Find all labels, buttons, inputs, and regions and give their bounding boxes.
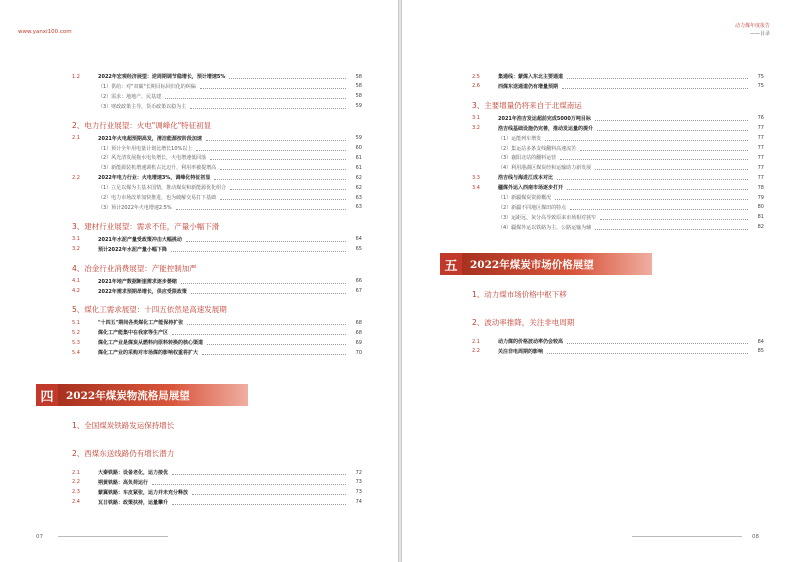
entry-number: 5.1: [72, 319, 80, 326]
dot-leader: [230, 189, 346, 190]
running-header: [735, 22, 770, 38]
toc-entry: [72, 82, 362, 91]
section-heading: 4、冶金行业消费展望：产能控制加严: [72, 263, 197, 273]
dot-leader: [200, 88, 346, 89]
entry-title: （2）集运站多条支线翻料高速流苦: [498, 145, 577, 152]
entry-number: 3.2: [72, 246, 80, 253]
entry-title: 关注非电周期的影响: [498, 348, 544, 355]
toc-entry: [472, 82, 764, 91]
entry-page: 75: [757, 73, 764, 80]
entry-page: 63: [355, 194, 362, 201]
dot-leader: [600, 219, 748, 220]
entry-title: 2022年宏观经济展望：逆周期调节稳增长，预计增速5%: [98, 74, 226, 80]
part-badge: 五: [440, 253, 462, 275]
toc-entry: [72, 287, 362, 296]
entry-page: 58: [355, 83, 362, 90]
toc-entry: [472, 144, 764, 153]
page-number-right: 08: [752, 534, 759, 540]
entry-page: 79: [757, 194, 764, 201]
dot-leader: [202, 354, 346, 355]
section-heading: 5、煤化工需求展望：十四五依然是高速发展期: [72, 305, 227, 315]
dot-leader: [545, 140, 748, 141]
dot-leader: [190, 108, 346, 109]
toc-entry: [472, 163, 764, 172]
entry-number: 1.2: [72, 73, 80, 80]
toc-entry: [472, 193, 764, 202]
toc-entry: [472, 203, 764, 212]
section-label: ——目录: [749, 31, 770, 37]
entry-title: 2021年火电超预期高发，清洁能源按阶段加速: [98, 135, 202, 142]
dot-leader: [580, 150, 748, 151]
part-title: 2022年煤炭市场价格展望: [462, 253, 652, 275]
entry-title: 瓦日铁路：政策扶持，运量攀升: [98, 499, 169, 506]
entry-page: 85: [757, 348, 764, 355]
toc-entry: [472, 72, 764, 81]
dot-leader: [152, 484, 346, 485]
toc-entry: [472, 337, 764, 346]
entry-page: 59: [355, 135, 362, 142]
page-number-left: 07: [36, 534, 43, 540]
toc-entry: [72, 328, 362, 337]
entry-number: 4.2: [72, 288, 80, 294]
section-heading: 2、波动率推降，关注非电周期: [472, 318, 575, 327]
dot-leader: [172, 334, 346, 335]
section-heading: 3、主要增量仍将来自于北煤南运: [472, 100, 582, 110]
entry-page: 59: [355, 103, 362, 110]
entry-title: 2022年电力行业：火电增速3%，调峰化特征初显: [98, 175, 211, 182]
toc-entry: [72, 173, 362, 182]
book-spine: [398, 0, 402, 562]
toc-entry: [472, 223, 764, 232]
entry-page: 77: [757, 174, 764, 181]
dot-leader: [207, 344, 346, 345]
toc-entry: [72, 153, 362, 162]
entry-title: （2）风光清发展拖水电负增长，火电增速低回落: [98, 155, 207, 162]
dot-leader: [196, 150, 346, 151]
entry-page: 62: [355, 184, 362, 191]
dot-leader: [595, 169, 748, 170]
entry-title: 2022年需求预期昂增长，供应受限政策: [98, 288, 187, 295]
entry-page: 74: [355, 499, 362, 506]
entry-number: 3.1: [72, 236, 80, 243]
entry-page: 58: [355, 73, 362, 80]
entry-page: 77: [757, 145, 764, 151]
entry-title: （2）需求：地地产、民基建: [98, 93, 162, 100]
dot-leader: [567, 189, 748, 190]
toc-entry: [72, 102, 362, 111]
dot-leader: [562, 88, 748, 89]
entry-page: 65: [355, 246, 362, 253]
toc-entry: [72, 245, 362, 254]
section-heading: 1、动力煤市场价格中枢下移: [472, 290, 567, 299]
part-banner: [440, 253, 652, 275]
site-url: www.yanxi100.com: [18, 29, 72, 35]
entry-number: 2.4: [72, 499, 80, 506]
entry-page: 77: [757, 164, 764, 171]
part-title: 2022年煤炭物流格局展望: [58, 384, 248, 406]
toc-entry: [72, 277, 362, 286]
entry-page: 69: [355, 339, 362, 346]
toc-entry: [472, 347, 764, 356]
entry-page: 60: [355, 145, 362, 151]
entry-number: 3.2: [472, 125, 480, 132]
section-heading: 3、建材行业展望：需求不佳，产量小幅下滑: [72, 221, 220, 231]
entry-title: 大秦铁路：设备老化，运力接优: [98, 470, 169, 476]
toc-entry: [72, 163, 362, 172]
entry-number: 3.1: [472, 115, 480, 122]
entry-page: 80: [757, 204, 764, 211]
entry-title: 煤化工产业是煤炭从燃料向原料转换的核心渠道: [98, 340, 204, 347]
entry-title: （3）预计2022年火电增速2.5%: [98, 204, 172, 211]
entry-number: 2.1: [472, 338, 480, 345]
entry-title: （3）襄阳北站的翻料运营: [498, 155, 557, 162]
toc-entry: [72, 498, 362, 507]
entry-page: 73: [355, 489, 362, 496]
dot-leader: [171, 251, 346, 252]
dot-leader: [214, 179, 346, 180]
entry-number: 3.3: [472, 174, 480, 181]
dot-leader: [220, 169, 346, 170]
entry-title: 动力煤的价格波动率仍会较高: [498, 339, 564, 345]
entry-title: （1）新疆煤炭资源概况: [498, 195, 552, 201]
section-heading: 1、全国煤炭铁路发运保持增长: [72, 421, 175, 430]
entry-number: 5.3: [72, 339, 80, 346]
entry-page: 78: [757, 184, 764, 191]
toc-entry: [472, 183, 764, 192]
entry-title: 浩吉线与海进江成本对比: [498, 175, 554, 182]
entry-page: 77: [757, 154, 764, 161]
entry-page: 67: [355, 288, 362, 294]
entry-title: 2021年浩吉发运超前完成5000万吨目标: [498, 115, 591, 122]
entry-title: 煤化工产业的采购对市场煤的影响权重将扩大: [98, 350, 199, 357]
dot-leader: [220, 199, 346, 200]
dot-leader: [172, 474, 346, 475]
entry-title: （1）预计全年用电量计划比增长10%以上: [98, 145, 193, 152]
footer-rule: [58, 536, 168, 537]
entry-number: 2.1: [72, 469, 80, 476]
dot-leader: [206, 140, 346, 141]
entry-page: 68: [355, 329, 362, 336]
entry-number: 2.6: [472, 83, 480, 90]
entry-page: 62: [355, 174, 362, 181]
entry-title: 2021年水泥产量受政策冲击大幅挑动: [98, 236, 182, 243]
entry-page: 73: [355, 479, 362, 486]
entry-page: 84: [757, 338, 764, 345]
entry-number: 2.1: [72, 135, 80, 142]
entry-title: （1）供给：对"双碳"长期目标回归化的纠偏: [98, 83, 196, 90]
entry-title: "十四五"期间各类煤化工产能保持扩张: [98, 320, 184, 327]
dot-leader: [597, 130, 748, 131]
toc-entry: [72, 348, 362, 357]
entry-title: （2）电力市场改革加快推进，也为破解交易打下基础: [98, 195, 217, 201]
entry-page: 61: [355, 164, 362, 171]
entry-title: （2）新疆不同地区煤田的特点: [498, 204, 567, 211]
part-badge: 四: [36, 384, 58, 406]
dot-leader: [570, 209, 748, 210]
dot-leader: [595, 229, 748, 230]
toc-entry: [472, 114, 764, 123]
toc-entry: [472, 173, 764, 182]
entry-title: （1）立足以煤为主基本国情，推动煤炭和新能源优化组合: [98, 185, 227, 192]
entry-page: 58: [355, 93, 362, 100]
dot-leader: [172, 504, 346, 505]
dot-leader: [176, 209, 346, 210]
entry-number: 4.1: [72, 278, 80, 285]
entry-title: 西煤东送通道仍有增量预期: [498, 83, 559, 90]
entry-title: （3）新能源装机增速调机占比迈升，利用率被提增高: [98, 165, 217, 172]
dot-leader: [555, 199, 748, 200]
entry-title: （3）财政政策主导，货币政策以稳为主: [98, 103, 187, 110]
dot-leader: [165, 98, 346, 99]
entry-title: 浩吉线基础设施仍完善，推动发运量的提升: [498, 125, 594, 132]
entry-page: 63: [355, 204, 362, 211]
dot-leader: [567, 78, 748, 79]
entry-page: 72: [355, 469, 362, 476]
dot-leader: [595, 120, 748, 121]
dot-leader: [191, 293, 346, 294]
toc-entry: [72, 478, 362, 487]
entry-title: 煤化工产能集中在我家等生产区: [98, 330, 169, 337]
entry-title: （1）运能列车增发: [498, 135, 542, 142]
dot-leader: [186, 241, 346, 242]
dot-leader: [192, 494, 346, 495]
entry-page: 77: [757, 135, 764, 142]
entry-page: 64: [355, 236, 362, 243]
toc-entry: [72, 72, 362, 81]
dot-leader: [187, 324, 346, 325]
toc-entry: [72, 235, 362, 244]
entry-page: 66: [355, 278, 362, 285]
toc-entry: [72, 134, 362, 143]
entry-number: 3.4: [472, 184, 480, 191]
toc-entry: [72, 318, 362, 327]
dot-leader: [547, 353, 748, 354]
dot-leader: [229, 78, 346, 79]
dot-leader: [557, 179, 748, 180]
entry-number: 2.5: [472, 73, 480, 80]
toc-entry: [72, 468, 362, 477]
toc-entry: [72, 338, 362, 347]
entry-title: 集通线：蒙煤入东北主要通道: [498, 74, 564, 80]
entry-title: （4）疆煤外运以铁路为主，公路运输为辅: [498, 224, 592, 231]
entry-number: 2.2: [72, 479, 80, 486]
toc-entry: [472, 134, 764, 143]
entry-title: （4）利用港湖区煤炭经和运输助力新发展: [498, 165, 592, 172]
dot-leader: [181, 283, 346, 284]
entry-number: 2.2: [472, 348, 480, 355]
report-title: 动力煤年度报告: [734, 23, 770, 29]
entry-page: 81: [757, 214, 764, 221]
entry-page: 76: [757, 115, 764, 122]
entry-page: 70: [355, 349, 362, 356]
section-heading: 2、电力行业展望：火电"调峰化"特征初显: [72, 120, 212, 130]
entry-page: 82: [757, 224, 764, 231]
entry-number: 5.2: [72, 329, 80, 336]
toc-entry: [72, 203, 362, 212]
entry-title: （3）运距远，灰分高导致原来市场相对狭窄: [498, 214, 597, 221]
entry-number: 2.3: [72, 489, 80, 496]
footer-rule: [632, 536, 742, 537]
entry-page: 75: [757, 83, 764, 90]
part-banner: [36, 384, 248, 406]
toc-entry: [72, 183, 362, 192]
dot-leader: [560, 159, 748, 160]
entry-page: 61: [355, 154, 362, 161]
dot-leader: [567, 343, 748, 344]
entry-title: 2021年地产数据断崖需求逐步萎缩: [98, 278, 177, 285]
entry-page: 77: [757, 125, 764, 132]
toc-entry: [472, 153, 764, 162]
toc-entry: [72, 92, 362, 101]
toc-entry: [72, 193, 362, 202]
dot-leader: [210, 159, 346, 160]
toc-entry: [72, 144, 362, 153]
toc-entry: [472, 213, 764, 222]
entry-number: 5.4: [72, 349, 80, 356]
entry-title: 蒙冀铁路：车皮紧张，运力并未充分释放: [98, 489, 189, 496]
entry-page: 68: [355, 319, 362, 326]
toc-entry: [72, 488, 362, 497]
entry-title: 朔黄铁路：高负荷运行: [98, 479, 149, 486]
right-page: [400, 0, 800, 562]
toc-entry: [472, 124, 764, 133]
entry-title: 预计2022年水泥产量小幅下降: [98, 246, 167, 253]
entry-number: 2.2: [72, 174, 80, 181]
entry-title: 疆煤外运入西南市场逐步打开: [498, 185, 564, 192]
section-heading: 2、西煤东送线路仍有增长潜力: [72, 449, 175, 458]
